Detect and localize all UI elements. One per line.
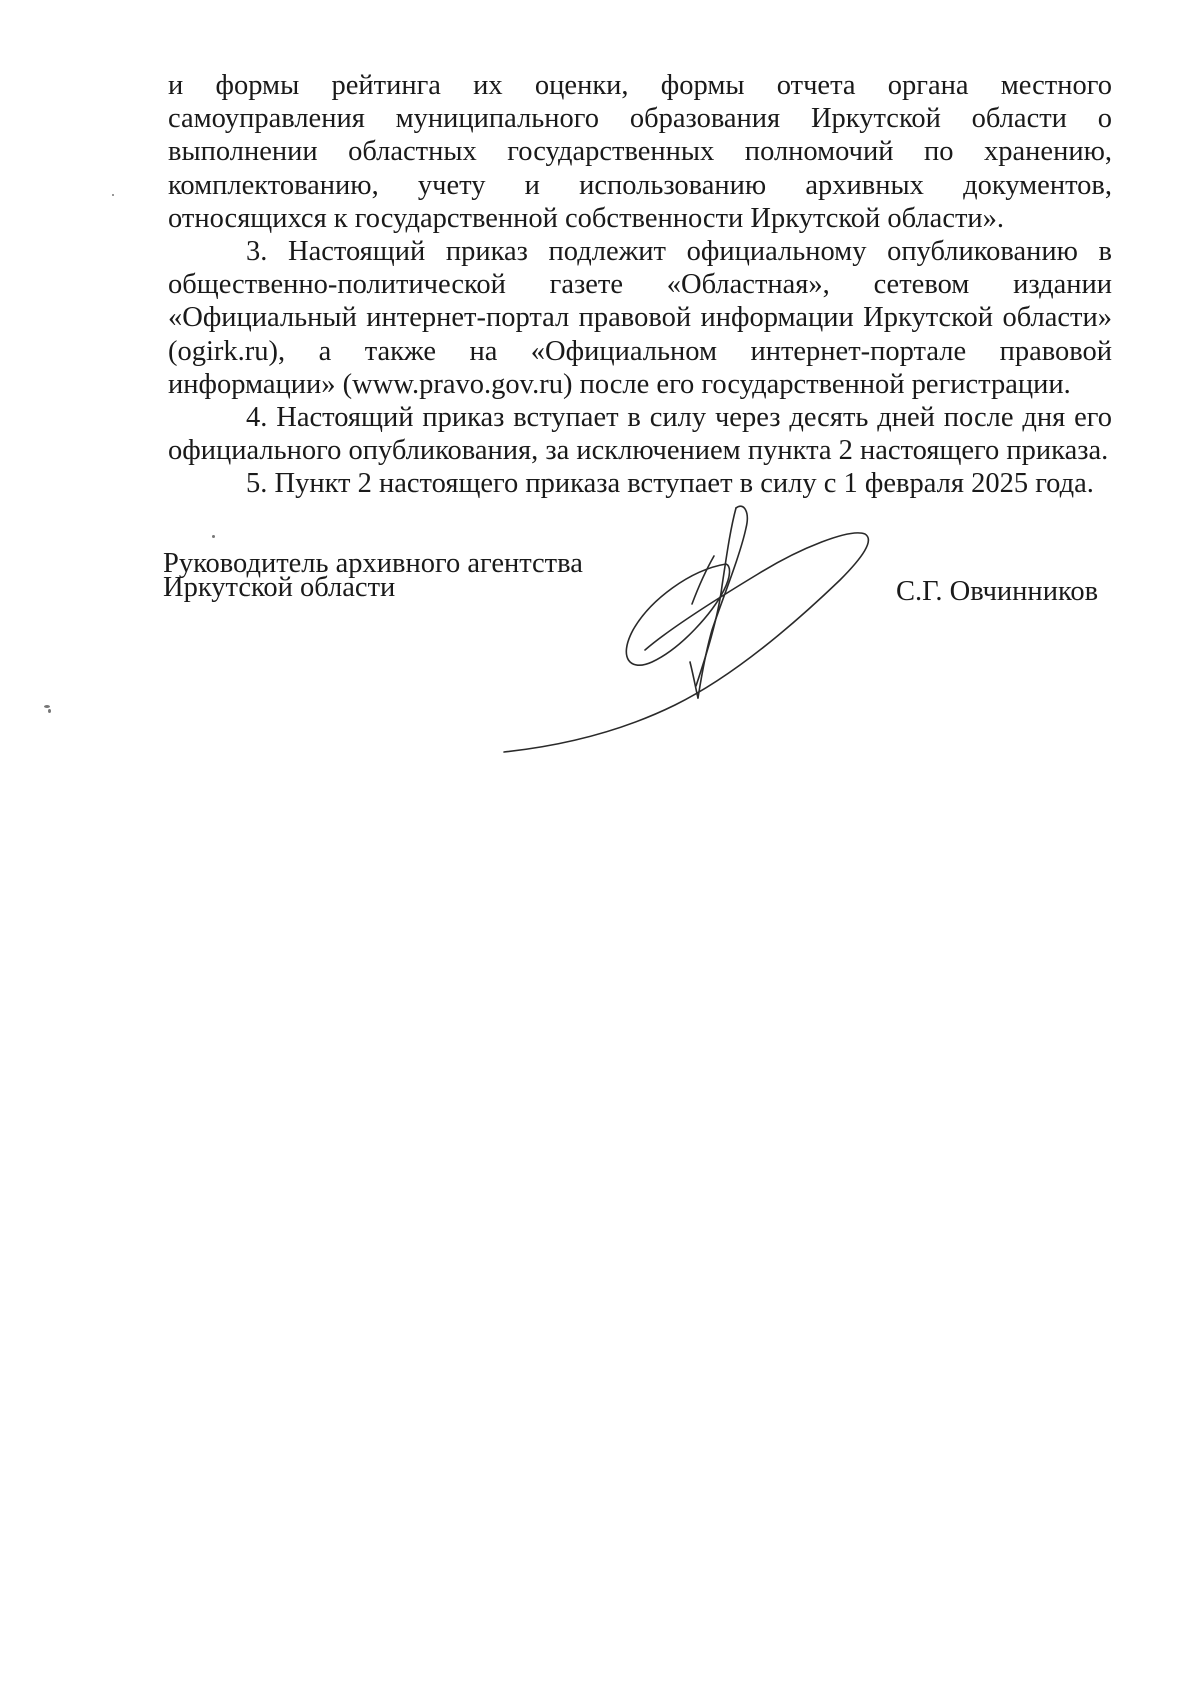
document-body	[168, 69, 1112, 501]
signatory-name: С.Г. Овчинников	[896, 576, 1099, 607]
scan-speck	[48, 709, 51, 713]
scan-speck	[44, 705, 50, 708]
paragraph-4: 4. Настоящий приказ вступает в силу через десять дней после дня его официального опубликования, за исключением пункта 2 настоящего приказа.	[168, 402, 1112, 467]
paragraph-3: 3. Настоящий приказ подлежит официальному опубликованию в общественно-политической газете «Областная», сетевом издании «Официальный интернет-портал правовой информации Иркутской области» (ogirk.ru), а также на «Официальном интернет-портале правовой информации» (www.pravo.gov.ru) после его государственной регистрации.	[168, 236, 1112, 400]
signatory-position-line-2: Иркутской области	[163, 572, 396, 603]
paragraph-2-tail: и формы рейтинга их оценки, формы отчета органа местного самоуправления муниципального образования Иркутской области о выполнении областных государственных полномочий по хранению, комплектованию, учету и использованию архивных документов, относящихся к государственной собственности Иркутской области».	[168, 70, 1112, 234]
signatory-position-line-1: Руководитель архивного агентства	[163, 548, 583, 579]
scan-speck	[112, 194, 114, 196]
handwritten-signature	[500, 500, 900, 770]
paragraph-5: 5. Пункт 2 настоящего приказа вступает в силу с 1 февраля 2025 года.	[246, 468, 1094, 500]
scan-speck	[212, 535, 215, 538]
